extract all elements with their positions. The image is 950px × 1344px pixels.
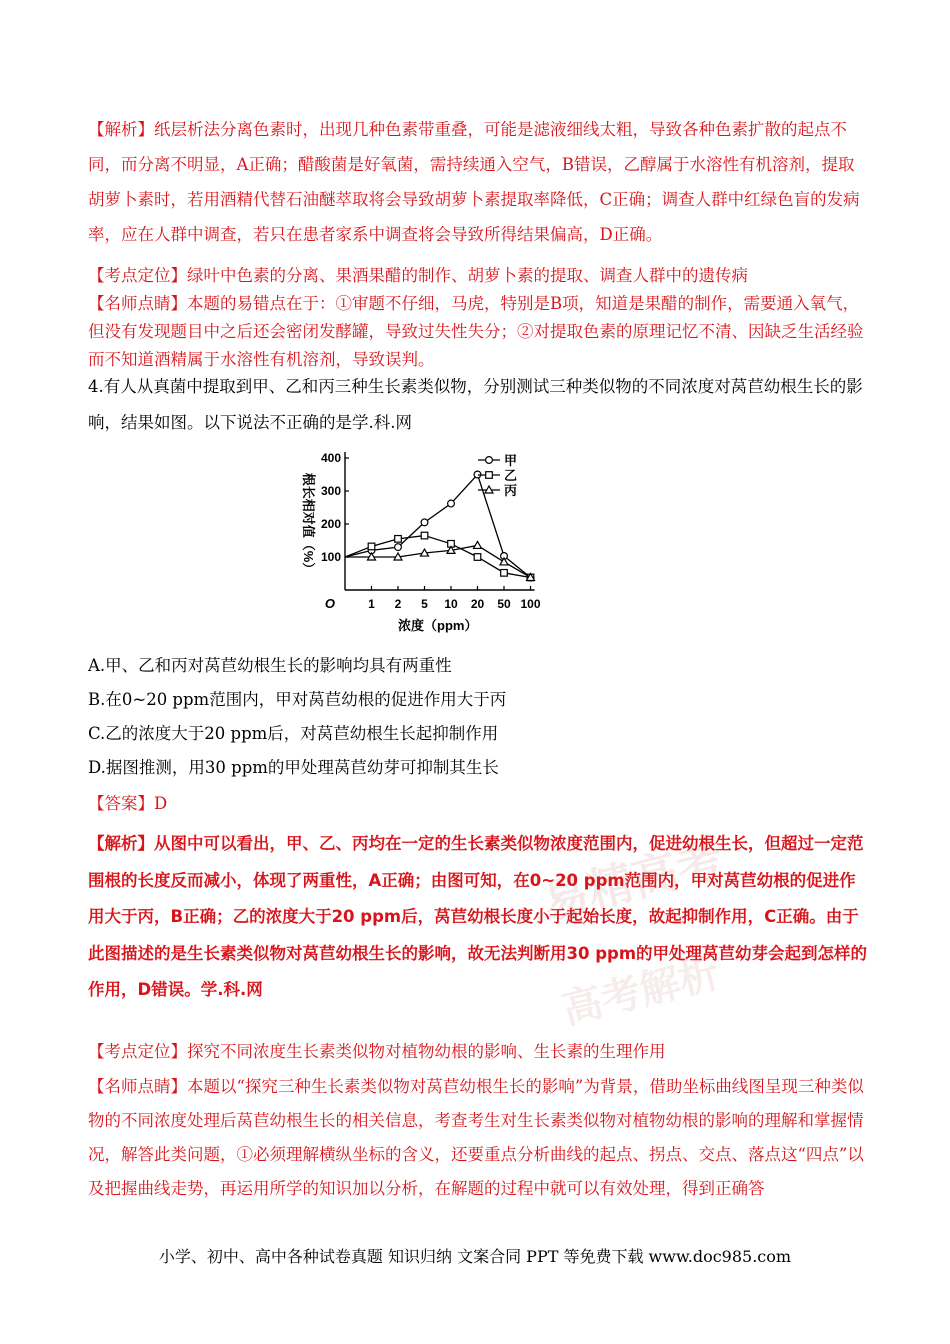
- teacher-note-q4: 【名师点睛】本题以“探究三种生长素类似物对莴苣幼根生长的影响”为背景，借助坐标曲线图呈现三种类似物的不同浓度处理后莴苣幼根生长的相关信息，考查考生对生长素类似物对植物幼根的影响的理解和掌握情况，解答此类问题，①必须理解横纵坐标的含义，还要重点分析曲线的起点、拐点、交点、落点这“四点”以及把握曲线走势，再运用所学的知识加以分析，在解题的过程中就可以有效处理，得到正确答: [88, 1077, 864, 1198]
- x-tick-label: 10: [444, 597, 458, 611]
- y-tick-label: 400: [320, 451, 341, 465]
- data-point-square: [368, 543, 375, 550]
- data-point-square: [395, 536, 402, 543]
- y-axis-label: 根长相对值（%）: [301, 472, 316, 576]
- data-point-circle: [448, 500, 455, 507]
- x-axis-label: 浓度（ppm）: [398, 618, 478, 633]
- analysis-paragraph-q3: 【解析】纸层析法分离色素时，出现几种色素带重叠，可能是滤液细线太粗，导致各种色素扩散的起点不同，而分离不明显，A正确；醋酸菌是好氧菌，需持续通入空气，B错误，乙醇属于水溶性有机溶剂，提取胡萝卜素时，若用酒精代替石油醚萃取将会导致胡萝卜素提取率降低，C正确；调查人群中红绿色盲的发病率，应在人群中调查，若只在患者家系中调查将会导致所得结果偏高，D正确。: [88, 120, 860, 244]
- data-point-square: [501, 570, 508, 577]
- data-point-square: [421, 532, 428, 539]
- data-point-circle: [395, 544, 402, 551]
- answer-label: 【答案】D: [88, 794, 168, 813]
- data-point-circle: [421, 519, 428, 526]
- legend-label: 丙: [504, 483, 518, 498]
- x-tick-label: 5: [421, 597, 428, 611]
- option-b: B.在0~20 ppm范围内，甲对莴苣幼根的促进作用大于丙: [88, 690, 507, 709]
- page-footer: 小学、初中、高中各种试卷真题 知识归纳 文案合同 PPT 等免费下载 www.doc985.com: [158, 1247, 792, 1266]
- option-a: A.甲、乙和丙对莴苣幼根生长的影响均具有两重性: [88, 656, 452, 675]
- exam-point-q3: 【考点定位】绿叶中色素的分离、果酒果醋的制作、胡萝卜素的提取、调查人群中的遗传病: [88, 266, 748, 285]
- legend-label: 甲: [504, 453, 518, 468]
- option-c: C.乙的浓度大于20 ppm后，对莴苣幼根生长起抑制作用: [88, 724, 499, 743]
- data-point-square: [474, 554, 481, 561]
- origin-label: O: [324, 596, 335, 611]
- x-tick-label: 100: [520, 597, 541, 611]
- legend-marker-square: [486, 472, 493, 479]
- x-tick-label: 50: [497, 597, 511, 611]
- option-d: D.据图推测，用30 ppm的甲处理莴苣幼芽可抑制其生长: [88, 758, 499, 777]
- growth-chart: [290, 440, 560, 640]
- watermark-stamp-2: 高考解析: [557, 950, 725, 1034]
- y-tick-label: 200: [320, 517, 341, 531]
- legend-marker-circle: [486, 457, 493, 464]
- data-point-triangle: [474, 541, 482, 548]
- y-tick-label: 100: [320, 550, 341, 564]
- x-tick-label: 1: [368, 597, 375, 611]
- teacher-note-q3: 【名师点睛】本题的易错点在于：①审题不仔细，马虎，特别是B项，知道是果醋的制作，需要通入氧气，但没有发现题目中之后还会密闭发酵罐，导致过失性失分；②对提取色素的原理记忆不清、因缺乏生活经验而不知道酒精属于水溶性有机溶剂，导致误判。: [88, 294, 864, 369]
- analysis-paragraph-q4: 【解析】从图中可以看出，甲、乙、丙均在一定的生长素类似物浓度范围内，促进幼根生长，但超过一定范围根的长度反而减小，体现了两重性，A正确；由图可知，在0~20 ppm范围内，甲对莴苣幼根的促进作用大于丙，B正确；乙的浓度大于20 ppm后，莴苣幼根长度小于起始长度，故起抑制作用，C正确。由于此图描述的是生长素类似物对莴苣幼根生长的影响，故无法判断用30 ppm的甲处理莴苣幼芽会起到怎样的作用，D错误。学.科.网: [88, 834, 868, 1000]
- y-tick-label: 300: [320, 484, 341, 498]
- question-4-stem: 4.有人从真菌中提取到甲、乙和丙三种生长素类似物，分别测试三种类似物的不同浓度对莴苣幼根生长的影响，结果如图。以下说法不正确的是学.科.网: [88, 377, 863, 432]
- watermark-stamp: 易精高考: [536, 832, 729, 930]
- x-tick-label: 2: [394, 597, 402, 611]
- exam-point-q4: 【考点定位】探究不同浓度生长素类似物对植物幼根的影响、生长素的生理作用: [88, 1042, 666, 1061]
- x-tick-label: 20: [470, 597, 485, 611]
- legend-label: 乙: [504, 468, 518, 483]
